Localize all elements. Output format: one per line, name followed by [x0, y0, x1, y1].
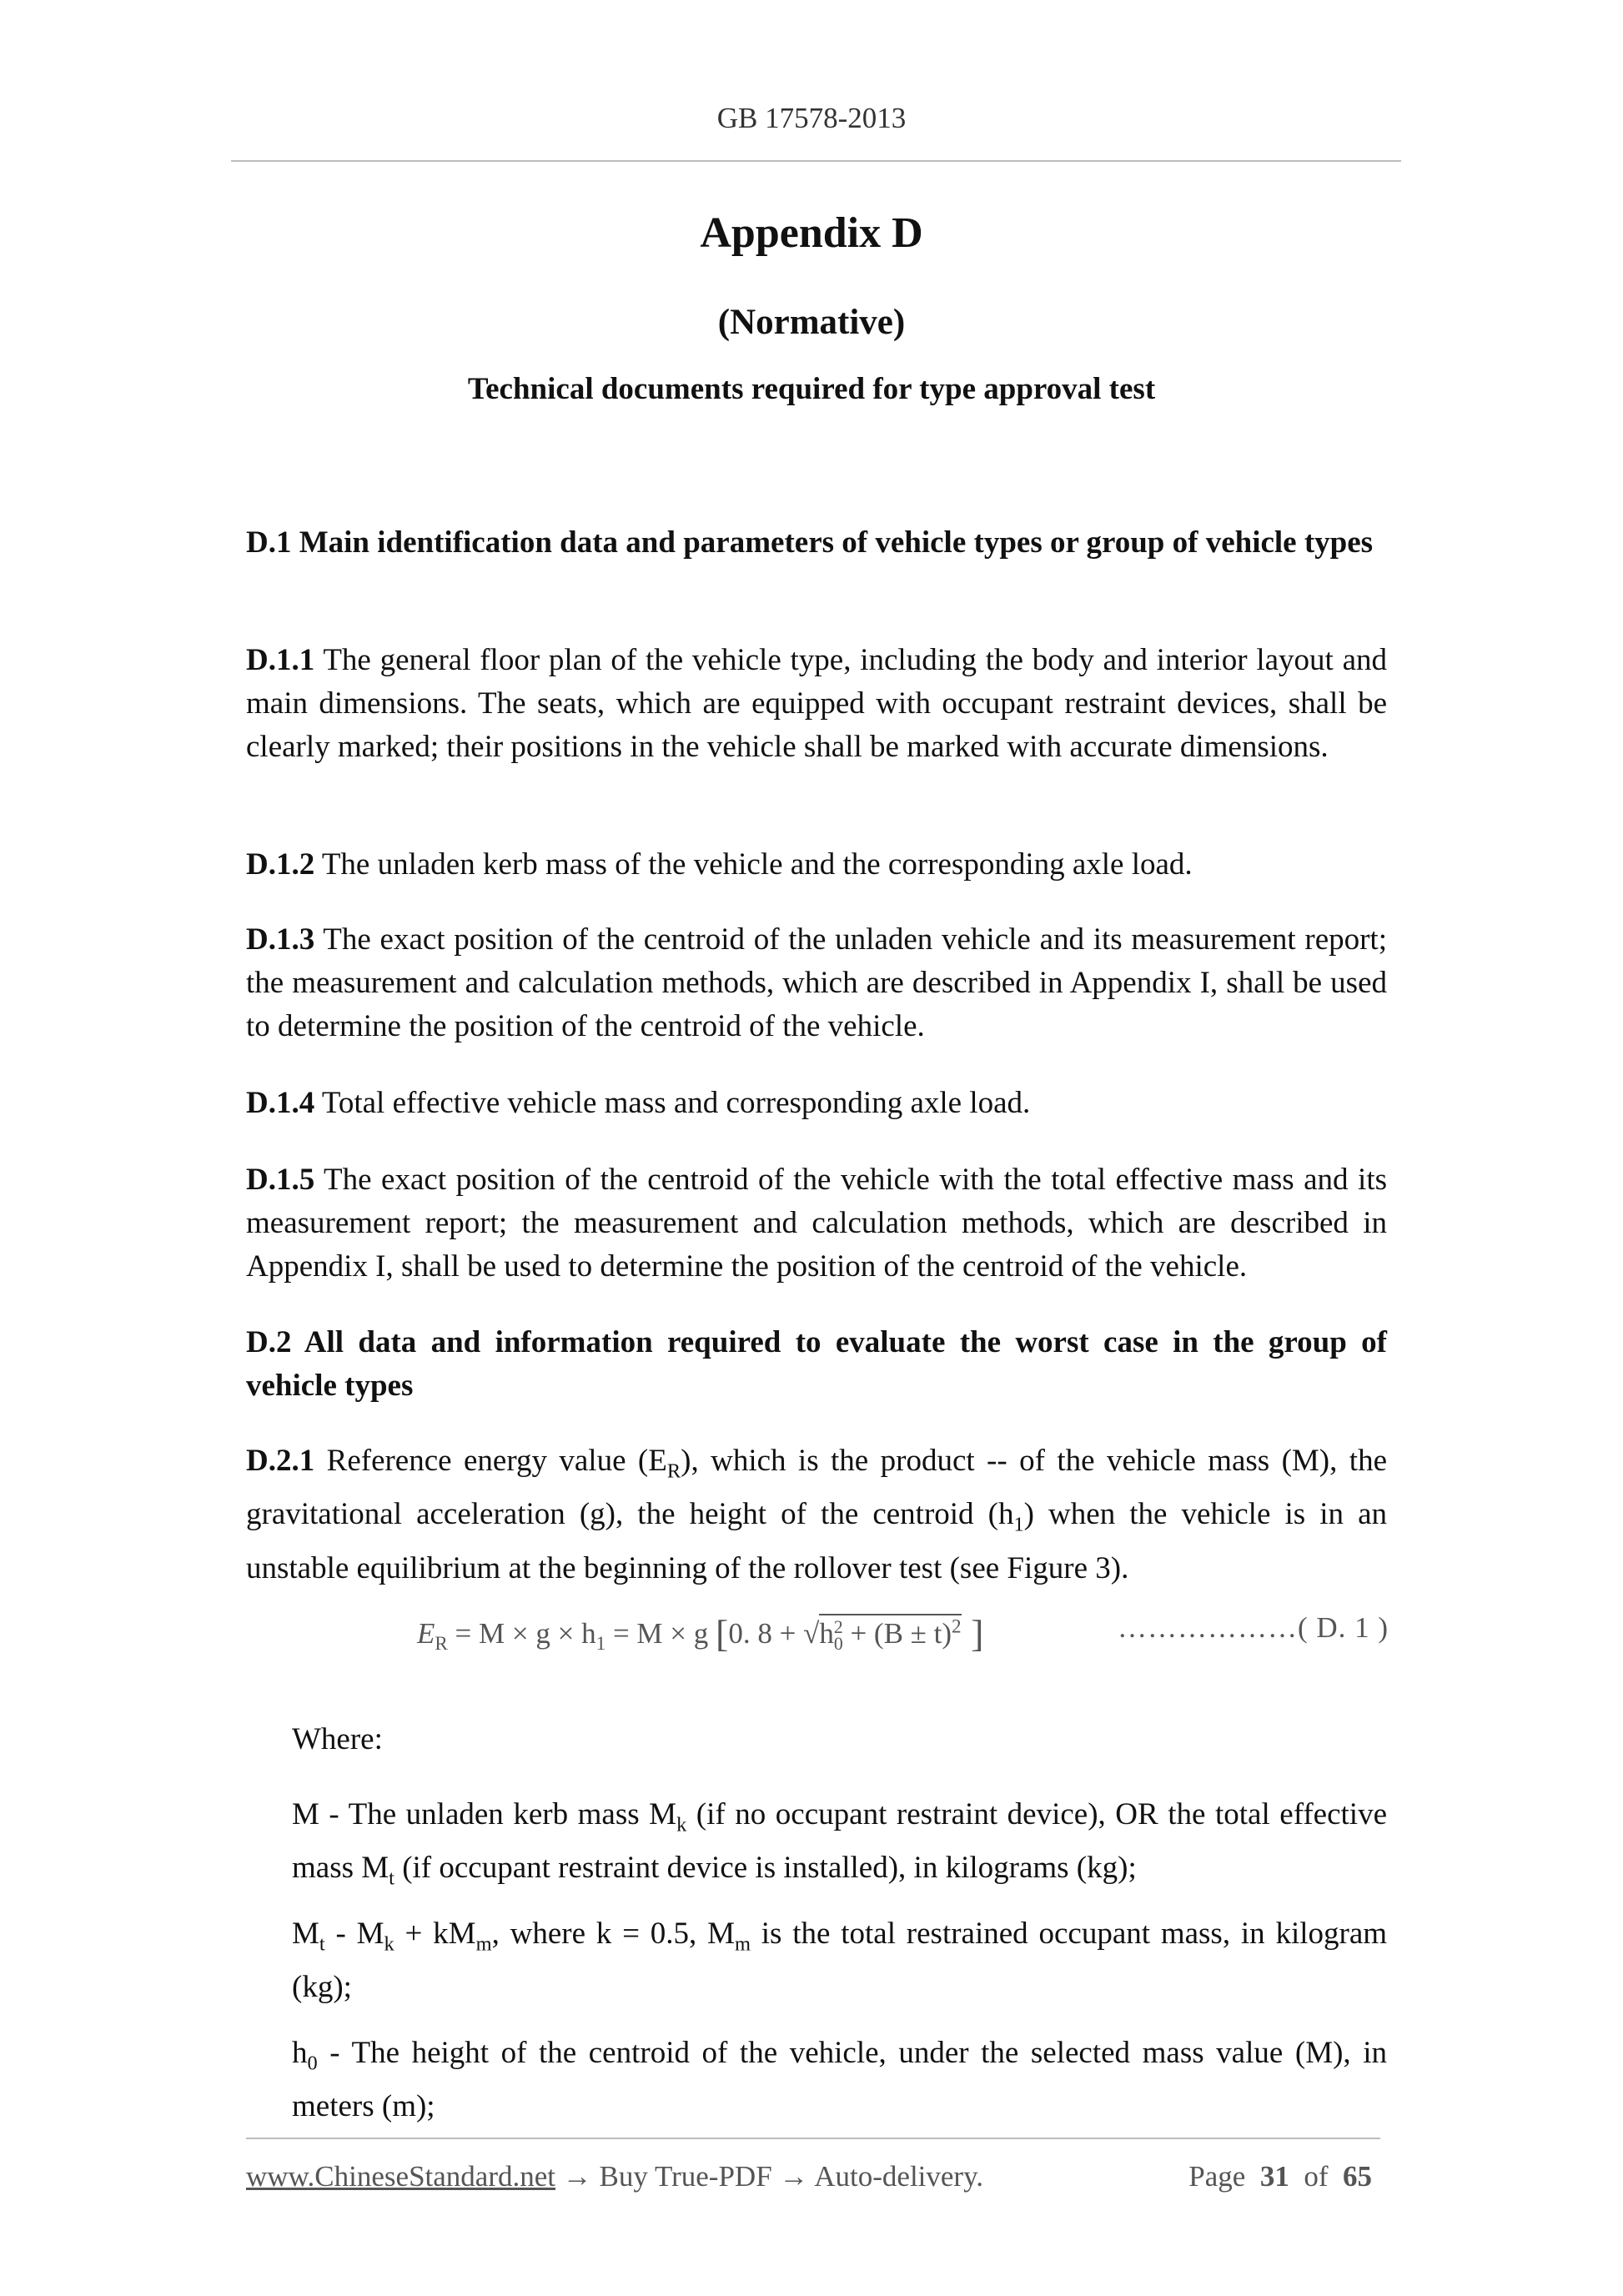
paragraph-d1-3 — [246, 918, 1387, 1048]
website-link[interactable]: www.ChineseStandard.net — [246, 2160, 555, 2193]
definition-text: , where k = 0.5, M — [491, 1917, 735, 1951]
document-code: GB 17578-2013 — [716, 102, 907, 134]
formula-subscript: 1 — [595, 1632, 606, 1654]
formula-dots: ……………… — [1118, 1611, 1298, 1644]
paragraph-d1-5 — [246, 1158, 1387, 1289]
clause-text: ) when the vehicle is in an unstable equilibrium at the beginning of the rollover test (see Figure 3). — [246, 1497, 1387, 1585]
definition-h0 — [292, 2032, 1387, 2128]
formula-h0: h — [819, 1617, 834, 1650]
delivery-text: Auto-delivery. — [814, 2160, 984, 2193]
formula-constant: 0. 8 + — [728, 1617, 804, 1650]
formula-number: ( D. 1 ) — [1298, 1611, 1389, 1644]
subscript: k — [384, 1932, 394, 1956]
clause-text: The exact position of the centroid of the vehicle with the total effective mass and its measurement report; the measurement and calculation methods, which are described in Appendix I, shall be used to determine the position of the centroid of the vehicle. — [246, 1163, 1387, 1284]
subscript: m — [734, 1932, 751, 1956]
appendix-subtitle: (Normative) — [717, 303, 906, 342]
section-d2-heading — [246, 1321, 1387, 1408]
clause-number: D.2.1 — [246, 1444, 315, 1478]
section-d1-heading — [246, 521, 1387, 565]
page-footer — [246, 2160, 1380, 2193]
clause-text: ), which is the product -- of the vehicle mass (M), the gravitational acceleration (g), the height of the centroid (h — [246, 1444, 1387, 1532]
definition-text: (if occupant restraint device is installed), in kilograms (kg); — [394, 1851, 1137, 1886]
page-number: 31 — [1259, 2160, 1289, 2193]
arrow-icon: → — [555, 2160, 600, 2193]
clause-number: D.1.2 — [246, 847, 315, 882]
clause-text: The general floor plan of the vehicle type, including the body and interior layout and main dimensions. The seats, which are equipped with occupant restraint devices, shall be clearly marked; their positions in the vehicle shall be marked with accurate dimensions. — [246, 643, 1387, 764]
appendix-title: Appendix D — [700, 209, 923, 257]
definition-text: - The height of the centroid of the vehicle, under the selected mass value (M), in meters (m); — [292, 2036, 1387, 2124]
subscript: t — [389, 1866, 394, 1890]
subscript: t — [319, 1932, 325, 1956]
formula-rhs: = M × g — [605, 1617, 716, 1650]
formula-ref — [1118, 1611, 1389, 1645]
clause-text: The exact position of the centroid of the unladen vehicle and its measurement report; the measurement and calculation methods, which are described in Appendix I, shall be used to determine the position of the centroid of the vehicle. — [246, 922, 1387, 1043]
subscript: R — [666, 1459, 681, 1483]
formula-superscript: 2 — [952, 1615, 962, 1637]
formula-superscript: 2 — [833, 1617, 843, 1638]
formula-tail: + (B ± t) — [842, 1617, 952, 1650]
clause-text: The unladen kerb mass of the vehicle and the corresponding axle load. — [314, 847, 1193, 882]
appendix-description: Technical documents required for type approval test — [467, 372, 1156, 406]
subscript: 0 — [307, 2052, 318, 2075]
formula-close-bracket: ] — [961, 1612, 984, 1655]
definition-text: M — [292, 1917, 319, 1951]
formula-subscript: 0 — [833, 1633, 843, 1654]
clause-text: Reference energy value (E — [314, 1444, 667, 1478]
definition-text: (if no occupant restraint device), OR the total effective mass M — [292, 1797, 1387, 1886]
page-total: 65 — [1343, 2160, 1372, 2193]
definition-text: h — [292, 2036, 308, 2070]
subscript: k — [676, 1813, 687, 1836]
paragraph-d1-1 — [246, 639, 1387, 769]
arrow-icon: → — [771, 2160, 815, 2193]
page-word: Page — [1188, 2160, 1246, 2193]
sqrt-symbol: √ — [803, 1617, 820, 1650]
where-text: Where: — [292, 1722, 383, 1756]
definition-text: M - The unladen kerb mass M — [292, 1797, 677, 1831]
formula-subscript: R — [435, 1632, 448, 1654]
clause-number: D.1.3 — [246, 922, 315, 957]
formula-lhs: E — [417, 1617, 435, 1650]
paragraph-d1-4 — [246, 1082, 1387, 1125]
clause-number: D.1.1 — [246, 643, 315, 677]
paragraph-d1-2 — [246, 843, 1387, 887]
page-indicator — [1188, 2160, 1372, 2193]
paragraph-d2-1 — [246, 1439, 1387, 1590]
heading-text: D.1 Main identification data and parameters of vehicle types or group of vehicle types — [246, 525, 1374, 560]
definition-text: + kM — [394, 1917, 476, 1951]
where-label — [246, 1718, 1433, 1761]
clause-text: Total effective vehicle mass and corresponding axle load. — [314, 1086, 1031, 1120]
formula-open-bracket: [ — [716, 1612, 729, 1655]
footer-divider — [246, 2138, 1380, 2139]
clause-number: D.1.4 — [246, 1086, 315, 1120]
formula-middle: = M × g × h — [447, 1617, 596, 1650]
clause-number: D.1.5 — [246, 1163, 315, 1197]
definition-text: is the total restrained occupant mass, in kilogram (kg); — [292, 1917, 1388, 2005]
definition-m — [292, 1793, 1387, 1901]
formula-d1 — [417, 1611, 1401, 1655]
of-word: of — [1304, 2160, 1329, 2193]
buy-text: Buy True-PDF — [599, 2160, 772, 2193]
definition-mt — [292, 1912, 1387, 2009]
subscript: m — [475, 1932, 492, 1956]
subscript: 1 — [1013, 1513, 1024, 1536]
heading-text: D.2 All data and information required to evaluate the worst case in the group of vehicle types — [246, 1325, 1387, 1403]
header-divider — [231, 160, 1401, 162]
definition-text: - M — [324, 1917, 384, 1951]
